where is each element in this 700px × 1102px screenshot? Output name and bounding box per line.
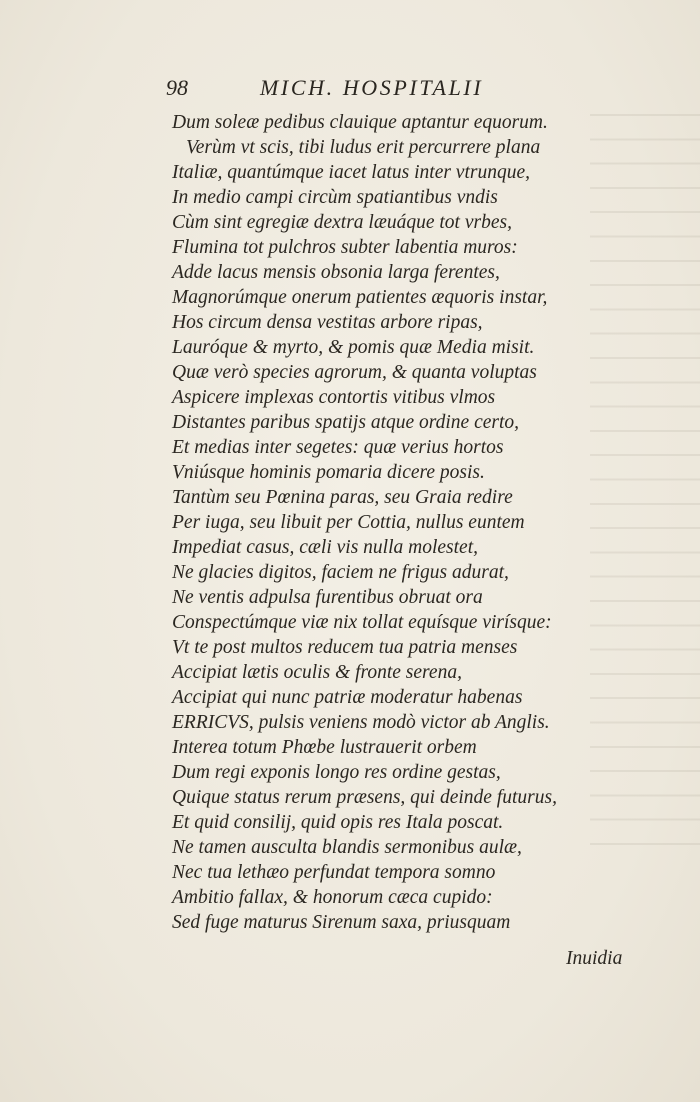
show-through-text [590,100,700,860]
verse-line: Ne tamen ausculta blandis sermonibus aulæ, [172,837,522,858]
running-head: MICH. HOSPITALII [260,75,484,100]
verse-line: Vniúsque hominis pomaria dicere posis. [172,462,485,483]
verse-line: Hos circum densa vestitas arbore ripas, [172,312,483,333]
verse-line: Quæ verò species agrorum, & quanta voluptas [172,362,537,383]
verse-line: Dum regi exponis longo res ordine gestas, [172,762,501,783]
verse-line: Flumina tot pulchros subter labentia muros: [172,237,518,258]
catchword: Inuidia [566,948,623,969]
page-header [166,74,546,102]
verse-line: ERRICVS, pulsis veniens modò victor ab Anglis. [172,712,550,733]
verse-line: Accipiat qui nunc patriæ moderatur habenas [172,687,523,708]
verse-line: Vt te post multos reducem tua patria menses [172,637,518,658]
verse-line: In medio campi circùm spatiantibus vndis [172,187,498,208]
verse-line: Aspicere implexas contortis vitibus vlmos [172,387,496,408]
verse-line: Lauróque & myrto, & pomis quæ Media misit. [172,337,535,358]
verse-line: Nec tua lethæo perfundat tempora somno [172,862,496,883]
verse-line: Interea totum Phœbe lustrauerit orbem [172,737,477,758]
verse-line: Dum soleæ pedibus clauique aptantur equorum. [172,112,548,133]
verse-line: Tantùm seu Pœnina paras, seu Graia redire [172,487,513,508]
page-number: 98 [166,75,188,100]
verse-line: Accipiat lætis oculis & fronte serena, [172,662,462,683]
verse-line: Ne ventis adpulsa furentibus obruat ora [172,587,483,608]
verse-line: Sed fuge maturus Sirenum saxa, priusquam [172,912,511,933]
verse-line: Adde lacus mensis obsonia larga ferentes, [172,262,500,283]
verse-line: Ambitio fallax, & honorum cæca cupido: [172,887,493,908]
verse-line: Impediat casus, cæli vis nulla molestet, [172,537,479,558]
verse-line: Cùm sint egregiæ dextra læuáque tot vrbes, [172,212,512,233]
verse-line: Ne glacies digitos, faciem ne frigus adurat, [172,562,509,583]
verse-line: Per iuga, seu libuit per Cottia, nullus euntem [172,512,525,533]
verse-line: Verùm vt scis, tibi ludus erit percurrere plana [186,137,541,158]
verse-line: Italiæ, quantúmque iacet latus inter vtrunque, [172,162,530,183]
verse-line: Distantes paribus spatijs atque ordine certo, [172,412,520,433]
verse-line: Magnorúmque onerum patientes æquoris instar, [172,287,548,308]
verse-line: Conspectúmque viæ nix tollat equísque virísque: [172,612,552,633]
verse-line: Et quid consilij, quid opis res Itala poscat. [172,812,504,833]
verse-line: Et medias inter segetes: quæ verius hortos [172,437,504,458]
verse-line: Quique status rerum præsens, qui deinde futurus, [172,787,557,808]
